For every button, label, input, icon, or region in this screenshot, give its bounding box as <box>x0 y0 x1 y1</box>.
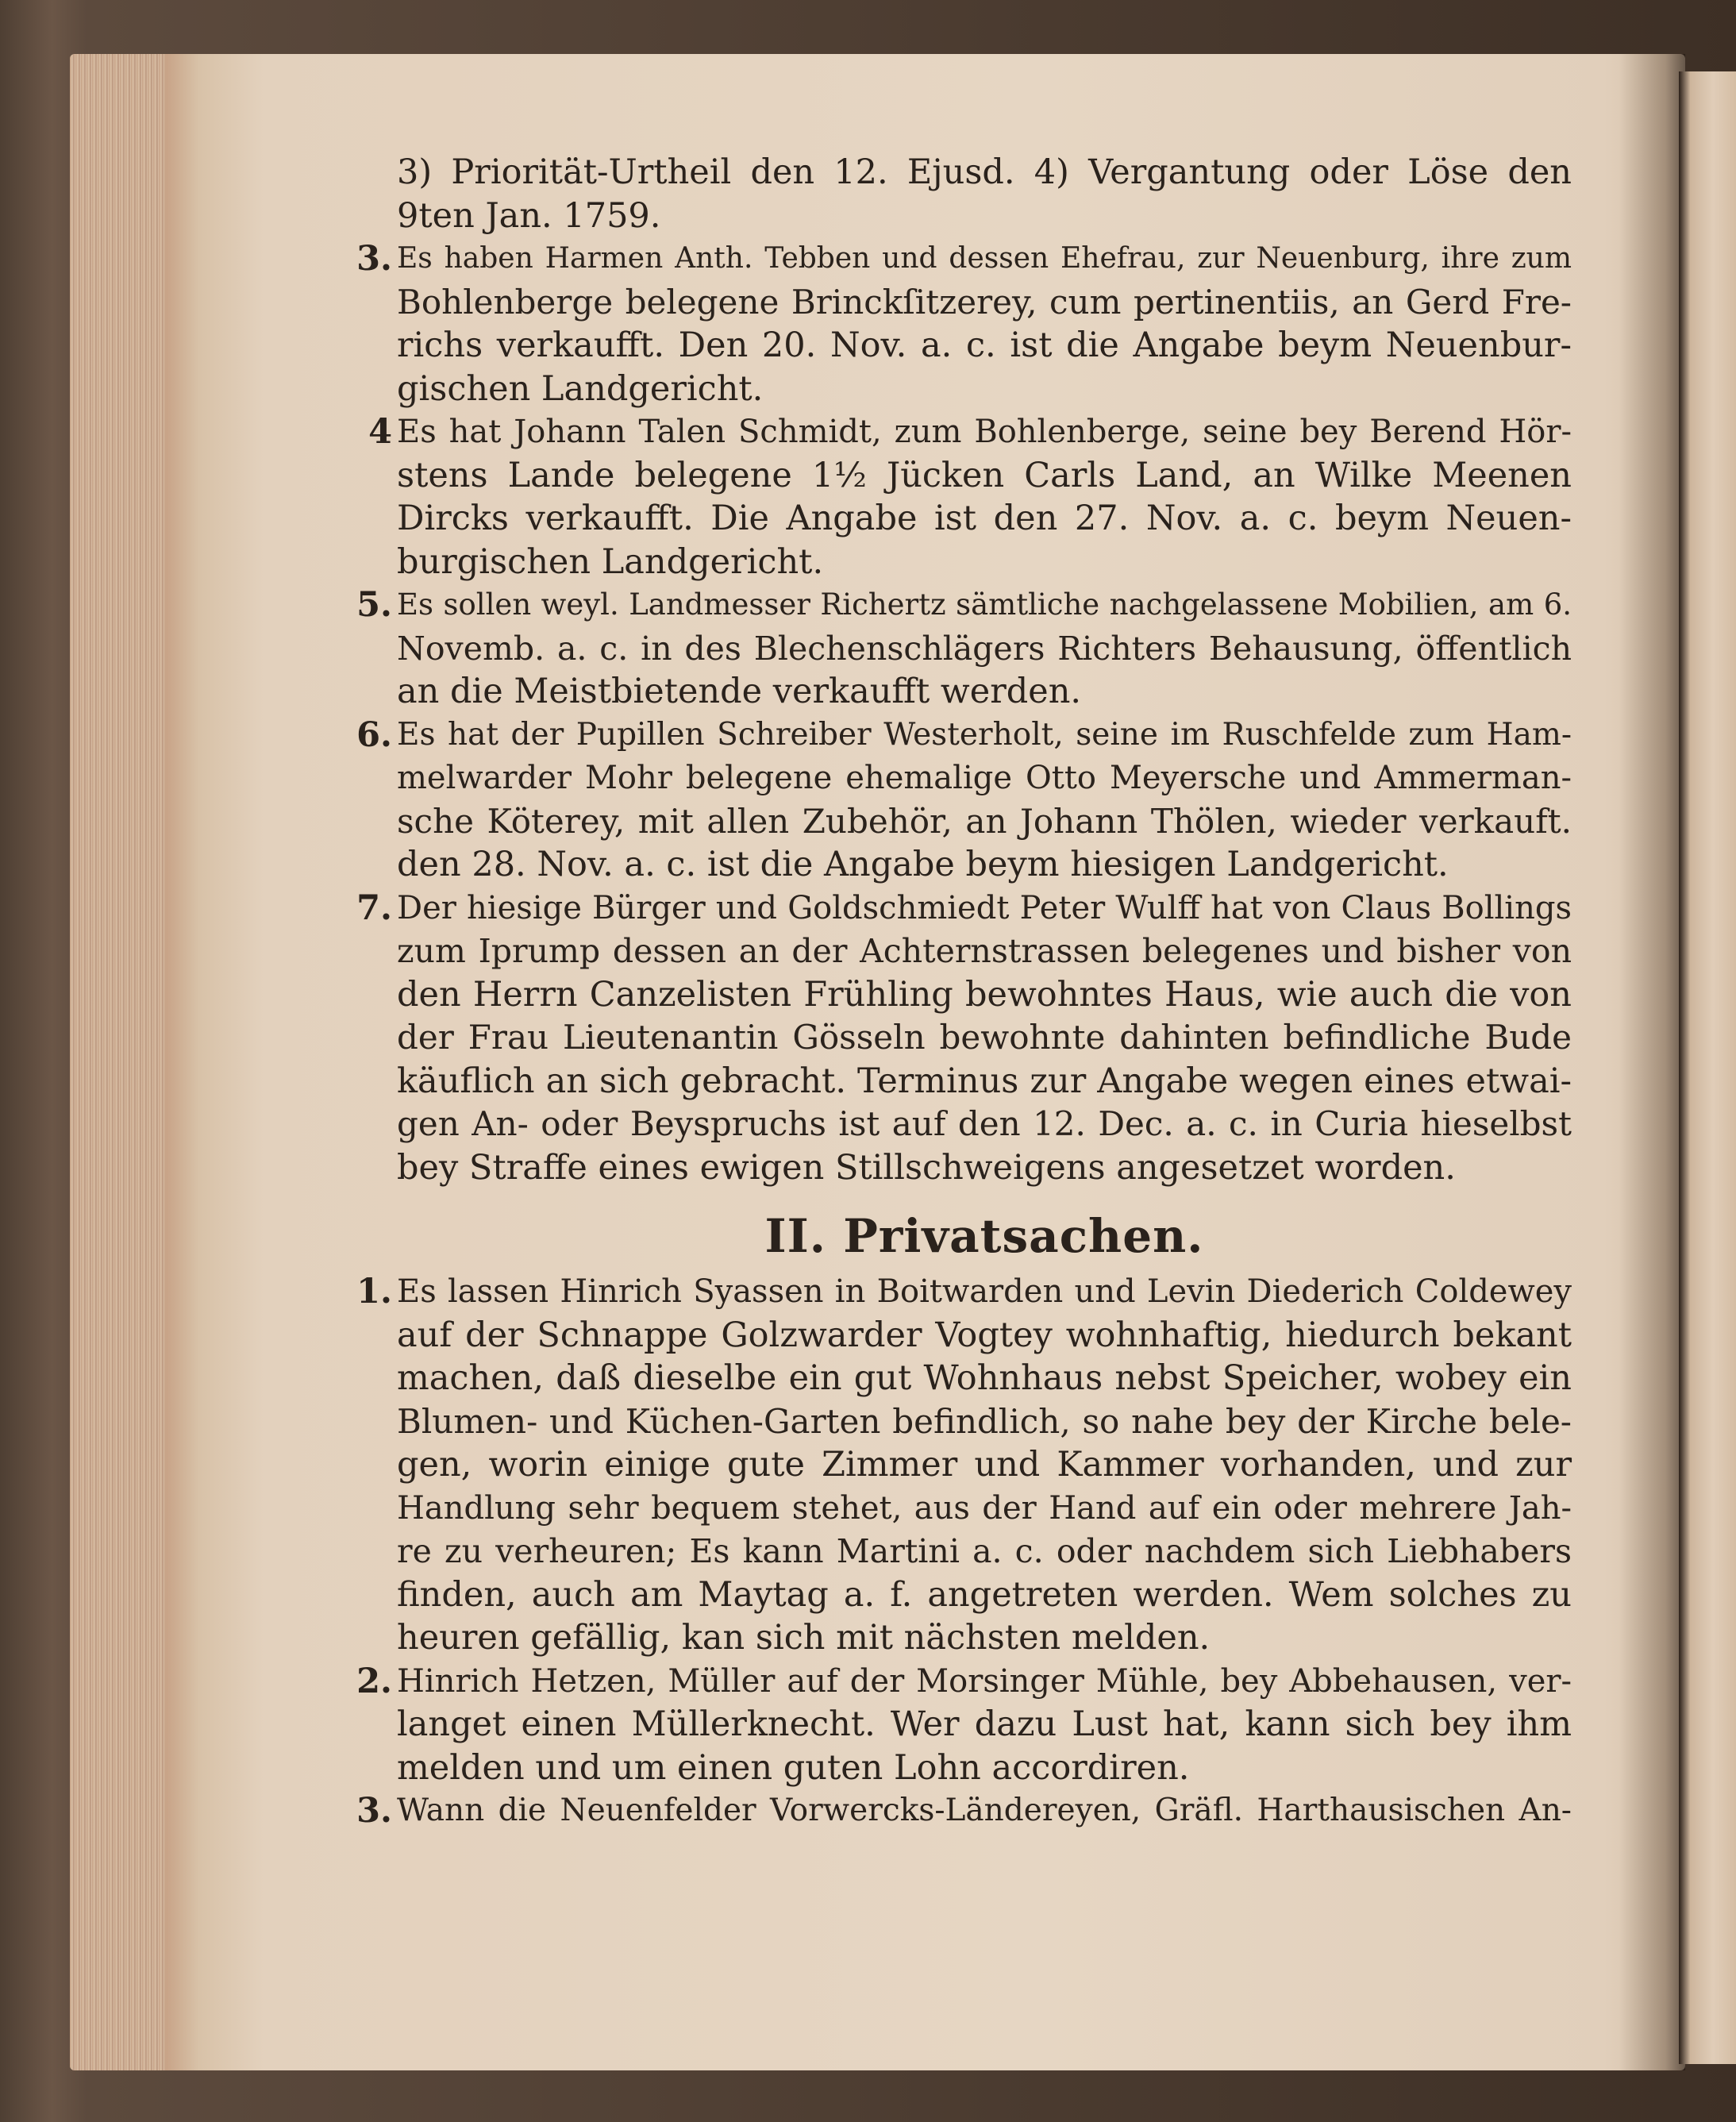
text-line: 3) Priorität-Urtheil den 12. Ejusd. 4) Vergantung oder Löse den <box>397 152 1572 192</box>
text-line: burgischen Landgericht. <box>397 541 824 582</box>
text-line: der Frau Lieutenantin Gösseln bewohnte dahinten befindliche Bude <box>397 1018 1572 1057</box>
entry-7 <box>356 887 1572 1190</box>
page-edges <box>70 54 165 2070</box>
text-line: an die Meistbietende verkaufft werden. <box>397 672 1082 711</box>
entry-number: 4 <box>368 412 392 452</box>
entry-number: 6. <box>356 714 392 755</box>
private-entry-3 <box>356 1789 1572 1833</box>
text-line: zum Iprump dessen an der Achternstrassen belegenes und bisher von <box>397 932 1572 970</box>
text-line: Wann die Neuenfelder Vorwercks-Ländereyen, Gräfl. Harthausischen An- <box>397 1793 1572 1828</box>
entry-number: 5. <box>356 585 392 625</box>
entry-5 <box>356 583 1572 714</box>
text-line: den 28. Nov. a. c. ist die Angabe beym hiesigen Landgericht. <box>397 845 1449 884</box>
text-line: langet einen Müllerknecht. Wer dazu Lust hat, kann sich bey ihm <box>397 1704 1572 1744</box>
text-line: gen, worin einige gute Zimmer und Kammer vorhanden, und zur <box>397 1445 1572 1485</box>
private-entry-1 <box>356 1270 1572 1660</box>
text-line: finden, auch am Maytag a. f. angetreten werden. Wem solches zu <box>397 1574 1572 1615</box>
text-line: Novemb. a. c. in des Blechenschlägers Richters Behausung, öffentlich <box>397 629 1572 668</box>
text-line: heuren gefällig, kan sich mit nächsten melden. <box>397 1618 1211 1658</box>
entry-number: 1. <box>356 1272 392 1311</box>
text-line: Es haben Harmen Anth. Tebben und dessen Ehefrau, zur Neuenburg, ihre zum <box>397 242 1572 275</box>
text-line: Blumen- und Küchen-Garten befindlich, so nahe bey der Kirche bele- <box>397 1401 1572 1441</box>
text-line: melwarder Mohr belegene ehemalige Otto Meyersche und Ammerman- <box>397 760 1572 796</box>
entry-6 <box>356 714 1572 887</box>
text-line: Es lassen Hinrich Syassen in Boitwarden und Levin Diederich Coldewey <box>397 1273 1572 1310</box>
text-line: gen An- oder Beyspruchs ist auf den 12. Dec. a. c. in Curia hieselbst <box>397 1104 1572 1143</box>
text-line: bey Straffe eines ewigen Stillschweigens angesetzet worden. <box>397 1147 1456 1188</box>
text-line: Handlung sehr bequem stehet, aus der Hand auf ein oder mehrere Jah- <box>397 1489 1572 1527</box>
text-line: stens Lande belegene 1½ Jücken Carls Land, an Wilke Meenen <box>397 455 1572 495</box>
text-line: den Herrn Canzelisten Frühling bewohntes Haus, wie auch die von <box>397 974 1572 1015</box>
section-heading: II. Privatsachen. <box>764 1209 1204 1263</box>
entry-number: 7. <box>356 888 392 928</box>
text-line: Der hiesige Bürger und Goldschmiedt Peter Wulff hat von Claus Bollings <box>397 889 1572 926</box>
entry-3 <box>356 237 1572 410</box>
entry-number: 3. <box>356 1791 392 1831</box>
page-text <box>356 151 1572 1831</box>
text-line: gischen Landgericht. <box>397 368 764 409</box>
text-line: Es hat Johann Talen Schmidt, zum Bohlenberge, seine bey Berend Hör- <box>397 414 1572 450</box>
text-line: käuflich an sich gebracht. Terminus zur Angabe wegen eines etwai- <box>397 1061 1572 1101</box>
text-line: Dircks verkaufft. Die Angabe ist den 27. Nov. a. c. beym Neuen- <box>397 499 1572 538</box>
text-line: sche Köterey, mit allen Zubehör, an Johann Thölen, wieder verkauft. <box>397 801 1572 841</box>
text-line: Es hat der Pupillen Schreiber Westerholt, seine im Ruschfelde zum Ham- <box>397 716 1572 753</box>
entry-4 <box>368 410 1572 583</box>
private-entry-2 <box>356 1660 1572 1790</box>
text-line: re zu verheuren; Es kann Martini a. c. oder nachdem sich Liebhabers <box>397 1532 1572 1570</box>
entry-number: 2. <box>356 1661 392 1701</box>
text-line: auf der Schnappe Golzwarder Vogtey wohnhaftig, hiedurch bekant <box>397 1315 1572 1355</box>
text-line: Es sollen weyl. Landmesser Richertz sämtliche nachgelassene Mobilien, am 6. <box>397 587 1572 622</box>
text-line: melden und um einen guten Lohn accordiren. <box>397 1747 1190 1788</box>
text-line: Bohlenberge belegene Brinckſitzerey, cum pertinentiis, an Gerd Fre- <box>397 282 1572 322</box>
text-line: richs verkaufft. Den 20. Nov. a. c. ist die Angabe beym Neuenbur- <box>397 325 1572 365</box>
text-line: 9ten Jan. 1759. <box>397 195 661 236</box>
text-line: machen, daß dieselbe ein gut Wohnhaus nebst Speicher, wobey ein <box>397 1358 1572 1398</box>
text-line: Hinrich Hetzen, Müller auf der Morsinger Mühle, bey Abbehausen, ver- <box>397 1662 1572 1700</box>
entry-continuation <box>397 151 1572 237</box>
entry-number: 3. <box>356 239 392 279</box>
facing-page-edge <box>1679 71 1736 2064</box>
spine-shadow <box>1619 54 1685 2070</box>
